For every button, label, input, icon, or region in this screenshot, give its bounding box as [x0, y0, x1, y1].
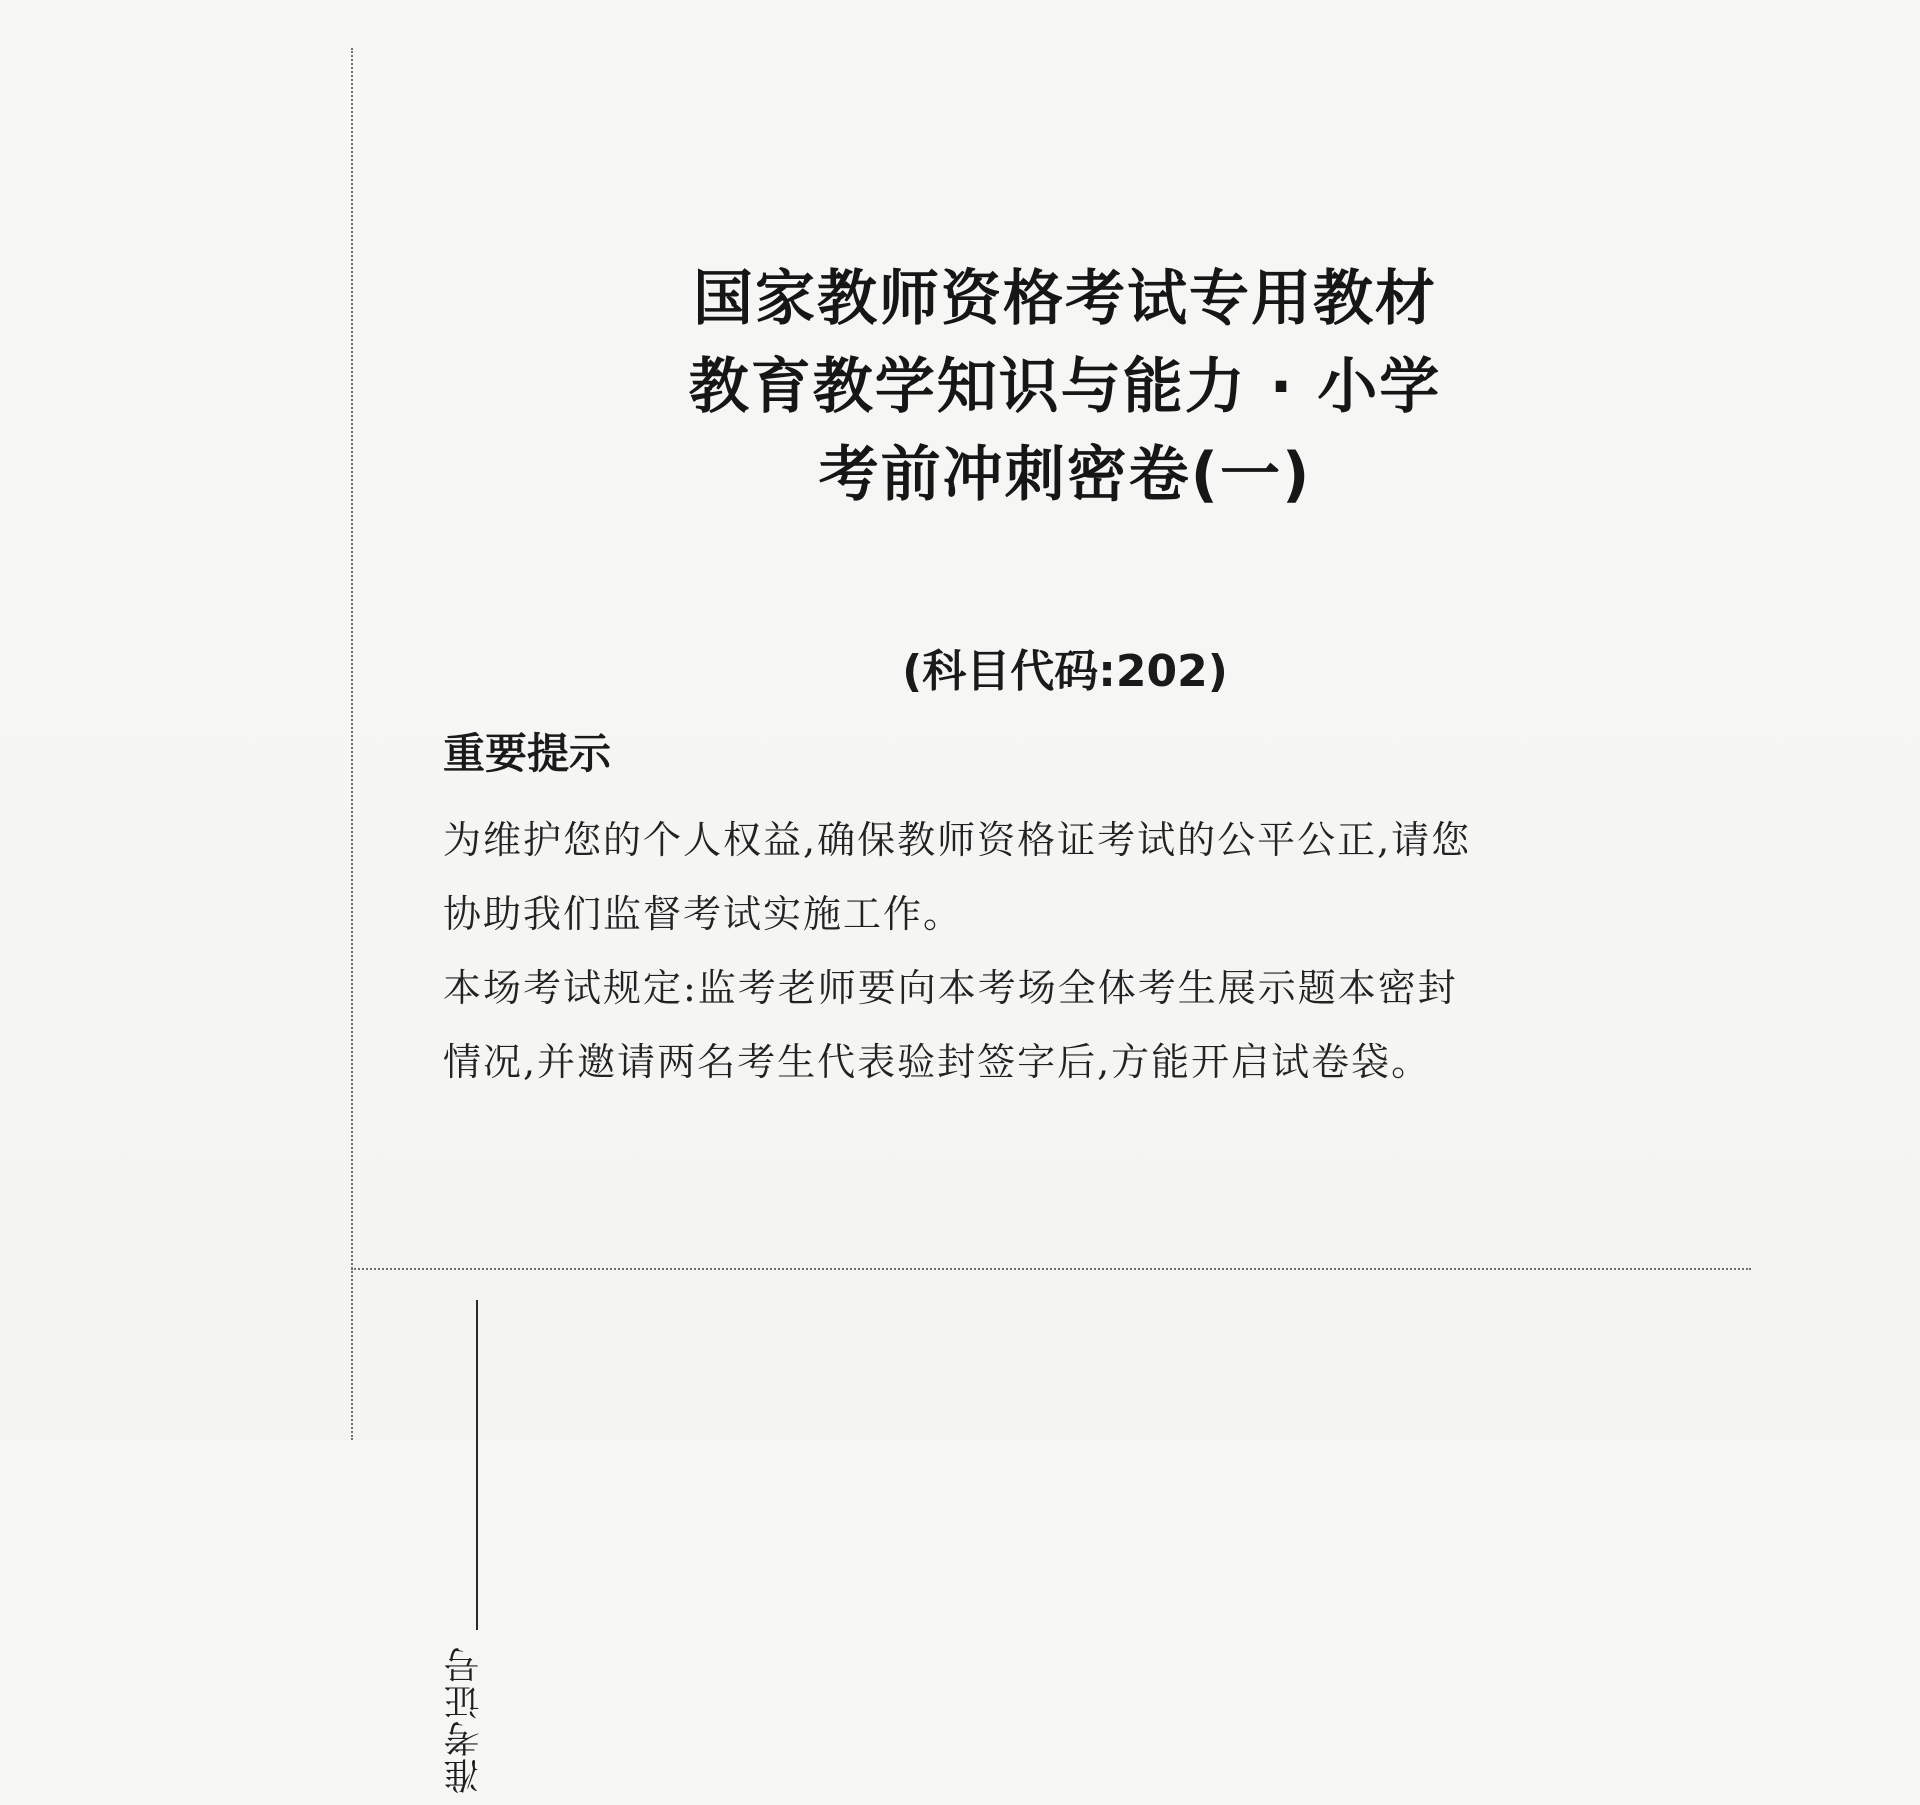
notice-body — [443, 803, 1658, 1099]
notice-paragraph-2: 本场考试规定:监考老师要向本考场全体考生展示题本密封 情况,并邀请两名考生代表验封签字后,方能开启试卷袋。 — [443, 966, 1458, 1084]
admission-ticket-area — [220, 650, 485, 1794]
notice-paragraph-1: 为维护您的个人权益,确保教师资格证考试的公平公正,请您 协助我们监督考试实施工作。 — [443, 818, 1472, 936]
exam-title-block — [520, 255, 1610, 519]
vertical-fold-line — [351, 48, 353, 1440]
admission-ticket-blank-line — [476, 1300, 478, 1630]
notice-title: 重要提示 — [443, 729, 612, 778]
subject-code: (科目代码:202) — [902, 646, 1228, 697]
title-line-2: 教育教学知识与能力 · 小学 — [688, 352, 1442, 422]
title-line-3: 考前冲刺密卷(一) — [818, 440, 1312, 510]
horizontal-fold-line — [351, 1268, 1751, 1270]
admission-ticket-label: 准考证号 — [444, 1646, 485, 1794]
title-line-1: 国家教师资格考试专用教材 — [693, 264, 1437, 334]
